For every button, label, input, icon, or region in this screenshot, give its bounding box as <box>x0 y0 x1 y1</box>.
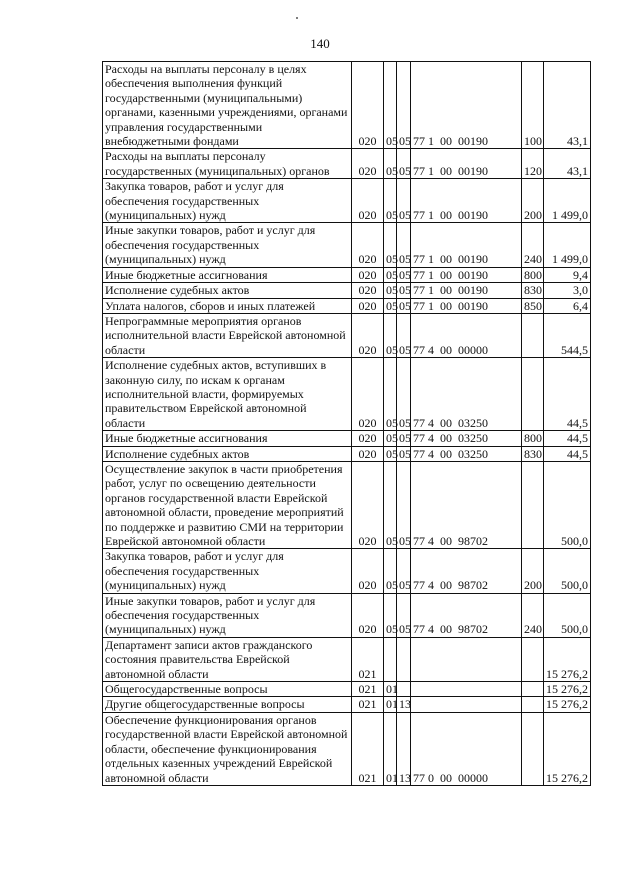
amount-cell: 500,0 <box>544 593 591 637</box>
target-article-cell <box>411 637 522 681</box>
amount-cell: 15 276,2 <box>544 697 591 712</box>
target-article-cell: 77 4 00 98702 <box>411 461 522 548</box>
subsection-code-cell: 05 <box>397 298 411 313</box>
expense-type-cell: 120 <box>522 149 544 179</box>
target-article-cell: 77 4 00 03250 <box>411 446 522 461</box>
table-row <box>103 283 591 298</box>
subsection-code-cell <box>397 682 411 697</box>
ved-code-cell: 020 <box>352 298 384 313</box>
target-article-cell: 77 4 00 03250 <box>411 358 522 431</box>
subsection-code-cell: 05 <box>397 358 411 431</box>
expense-type-cell <box>522 637 544 681</box>
expense-type-cell: 830 <box>522 446 544 461</box>
ved-code-cell: 021 <box>352 697 384 712</box>
ved-code-cell: 020 <box>352 179 384 223</box>
section-code-cell: 05 <box>384 358 397 431</box>
item-name-cell: Исполнение судебных актов <box>103 283 352 298</box>
ved-code-cell: 021 <box>352 712 384 785</box>
amount-cell: 15 276,2 <box>544 712 591 785</box>
expense-type-cell: 200 <box>522 549 544 593</box>
item-name-cell: Закупка товаров, работ и услуг для обеспечения государственных (муниципальных) нужд <box>103 179 352 223</box>
subsection-code-cell: 05 <box>397 223 411 267</box>
table-row <box>103 549 591 593</box>
section-code-cell: 01 <box>384 712 397 785</box>
table-row <box>103 593 591 637</box>
table-row <box>103 712 591 785</box>
target-article-cell: 77 4 00 00000 <box>411 313 522 357</box>
item-name-cell: Другие общегосударственные вопросы <box>103 697 352 712</box>
item-name-cell: Исполнение судебных актов, вступивших в законную силу, по искам к органам исполнительной власти, формируемых правительством Еврейской автономной области <box>103 358 352 431</box>
section-code-cell: 05 <box>384 431 397 446</box>
section-code-cell: 01 <box>384 697 397 712</box>
ved-code-cell: 021 <box>352 637 384 681</box>
subsection-code-cell <box>397 637 411 681</box>
scan-speck <box>296 17 298 19</box>
table-row <box>103 313 591 357</box>
table-row <box>103 267 591 282</box>
item-name-cell: Осуществление закупок в части приобретения работ, услуг по освещению деятельности органов государственной власти Еврейской автономной области, проведение мероприятий по поддержке и развитию СМИ на территории Еврейской автономной области <box>103 461 352 548</box>
amount-cell: 15 276,2 <box>544 637 591 681</box>
target-article-cell: 77 0 00 00000 <box>411 712 522 785</box>
amount-cell: 15 276,2 <box>544 682 591 697</box>
amount-cell: 43,1 <box>544 149 591 179</box>
section-code-cell <box>384 637 397 681</box>
section-code-cell: 05 <box>384 283 397 298</box>
subsection-code-cell: 05 <box>397 283 411 298</box>
target-article-cell <box>411 682 522 697</box>
item-name-cell: Непрограммные мероприятия органов исполнительной власти Еврейской автономной области <box>103 313 352 357</box>
item-name-cell: Расходы на выплаты персоналу государственных (муниципальных) органов <box>103 149 352 179</box>
page-number: 140 <box>310 36 330 51</box>
ved-code-cell: 020 <box>352 313 384 357</box>
target-article-cell: 77 1 00 00190 <box>411 267 522 282</box>
target-article-cell: 77 1 00 00190 <box>411 149 522 179</box>
section-code-cell: 05 <box>384 179 397 223</box>
target-article-cell: 77 4 00 98702 <box>411 549 522 593</box>
table-row <box>103 637 591 681</box>
amount-cell: 3,0 <box>544 283 591 298</box>
table-row <box>103 223 591 267</box>
budget-table <box>102 61 591 786</box>
item-name-cell: Закупка товаров, работ и услуг для обеспечения государственных (муниципальных) нужд <box>103 549 352 593</box>
expense-type-cell: 800 <box>522 431 544 446</box>
expense-type-cell: 830 <box>522 283 544 298</box>
expense-type-cell <box>522 697 544 712</box>
subsection-code-cell: 05 <box>397 267 411 282</box>
section-code-cell: 05 <box>384 267 397 282</box>
ved-code-cell: 021 <box>352 682 384 697</box>
table-row <box>103 149 591 179</box>
subsection-code-cell: 05 <box>397 549 411 593</box>
ved-code-cell: 020 <box>352 358 384 431</box>
subsection-code-cell: 13 <box>397 697 411 712</box>
expense-type-cell <box>522 682 544 697</box>
subsection-code-cell: 05 <box>397 62 411 149</box>
item-name-cell: Иные бюджетные ассигнования <box>103 431 352 446</box>
item-name-cell: Расходы на выплаты персоналу в целях обеспечения выполнения функций государственными (муниципальными) органами, казенными учреждениями, органами управления государственными внебюджетными фондами <box>103 62 352 149</box>
amount-cell: 6,4 <box>544 298 591 313</box>
item-name-cell: Уплата налогов, сборов и иных платежей <box>103 298 352 313</box>
ved-code-cell: 020 <box>352 461 384 548</box>
amount-cell: 500,0 <box>544 549 591 593</box>
table-row <box>103 431 591 446</box>
ved-code-cell: 020 <box>352 267 384 282</box>
target-article-cell: 77 1 00 00190 <box>411 62 522 149</box>
ved-code-cell: 020 <box>352 149 384 179</box>
table-row <box>103 358 591 431</box>
item-name-cell: Иные закупки товаров, работ и услуг для обеспечения государственных (муниципальных) нужд <box>103 223 352 267</box>
subsection-code-cell: 05 <box>397 179 411 223</box>
amount-cell: 43,1 <box>544 62 591 149</box>
amount-cell: 44,5 <box>544 446 591 461</box>
subsection-code-cell: 05 <box>397 149 411 179</box>
expense-type-cell <box>522 712 544 785</box>
expense-type-cell: 800 <box>522 267 544 282</box>
table-row <box>103 179 591 223</box>
amount-cell: 1 499,0 <box>544 179 591 223</box>
target-article-cell: 77 1 00 00190 <box>411 223 522 267</box>
amount-cell: 44,5 <box>544 431 591 446</box>
amount-cell: 544,5 <box>544 313 591 357</box>
expense-type-cell: 100 <box>522 62 544 149</box>
item-name-cell: Иные закупки товаров, работ и услуг для обеспечения государственных (муниципальных) нужд <box>103 593 352 637</box>
section-code-cell: 05 <box>384 223 397 267</box>
table-row <box>103 62 591 149</box>
section-code-cell: 05 <box>384 461 397 548</box>
target-article-cell: 77 4 00 03250 <box>411 431 522 446</box>
target-article-cell: 77 1 00 00190 <box>411 298 522 313</box>
subsection-code-cell: 05 <box>397 593 411 637</box>
amount-cell: 1 499,0 <box>544 223 591 267</box>
subsection-code-cell: 05 <box>397 446 411 461</box>
expense-type-cell: 240 <box>522 593 544 637</box>
subsection-code-cell: 13 <box>397 712 411 785</box>
table-row <box>103 446 591 461</box>
section-code-cell: 05 <box>384 149 397 179</box>
amount-cell: 44,5 <box>544 358 591 431</box>
table-row <box>103 461 591 548</box>
ved-code-cell: 020 <box>352 283 384 298</box>
subsection-code-cell: 05 <box>397 313 411 357</box>
expense-type-cell <box>522 358 544 431</box>
target-article-cell: 77 4 00 98702 <box>411 593 522 637</box>
expense-type-cell <box>522 313 544 357</box>
section-code-cell: 05 <box>384 298 397 313</box>
item-name-cell: Исполнение судебных актов <box>103 446 352 461</box>
expense-type-cell: 850 <box>522 298 544 313</box>
item-name-cell: Иные бюджетные ассигнования <box>103 267 352 282</box>
subsection-code-cell: 05 <box>397 461 411 548</box>
section-code-cell: 05 <box>384 549 397 593</box>
table-row <box>103 298 591 313</box>
target-article-cell: 77 1 00 00190 <box>411 179 522 223</box>
ved-code-cell: 020 <box>352 431 384 446</box>
table-row <box>103 697 591 712</box>
section-code-cell: 05 <box>384 313 397 357</box>
section-code-cell: 05 <box>384 62 397 149</box>
ved-code-cell: 020 <box>352 593 384 637</box>
expense-type-cell <box>522 461 544 548</box>
ved-code-cell: 020 <box>352 549 384 593</box>
section-code-cell: 01 <box>384 682 397 697</box>
expense-type-cell: 200 <box>522 179 544 223</box>
target-article-cell <box>411 697 522 712</box>
subsection-code-cell: 05 <box>397 431 411 446</box>
target-article-cell: 77 1 00 00190 <box>411 283 522 298</box>
ved-code-cell: 020 <box>352 446 384 461</box>
expense-type-cell: 240 <box>522 223 544 267</box>
item-name-cell: Департамент записи актов гражданского состояния правительства Еврейской автономной области <box>103 637 352 681</box>
item-name-cell: Обеспечение функционирования органов государственной власти Еврейской автономной области, обеспечение функционирования отдельных казенных учреждений Еврейской автономной области <box>103 712 352 785</box>
ved-code-cell: 020 <box>352 223 384 267</box>
section-code-cell: 05 <box>384 593 397 637</box>
table-row <box>103 682 591 697</box>
amount-cell: 9,4 <box>544 267 591 282</box>
ved-code-cell: 020 <box>352 62 384 149</box>
amount-cell: 500,0 <box>544 461 591 548</box>
item-name-cell: Общегосударственные вопросы <box>103 682 352 697</box>
section-code-cell: 05 <box>384 446 397 461</box>
